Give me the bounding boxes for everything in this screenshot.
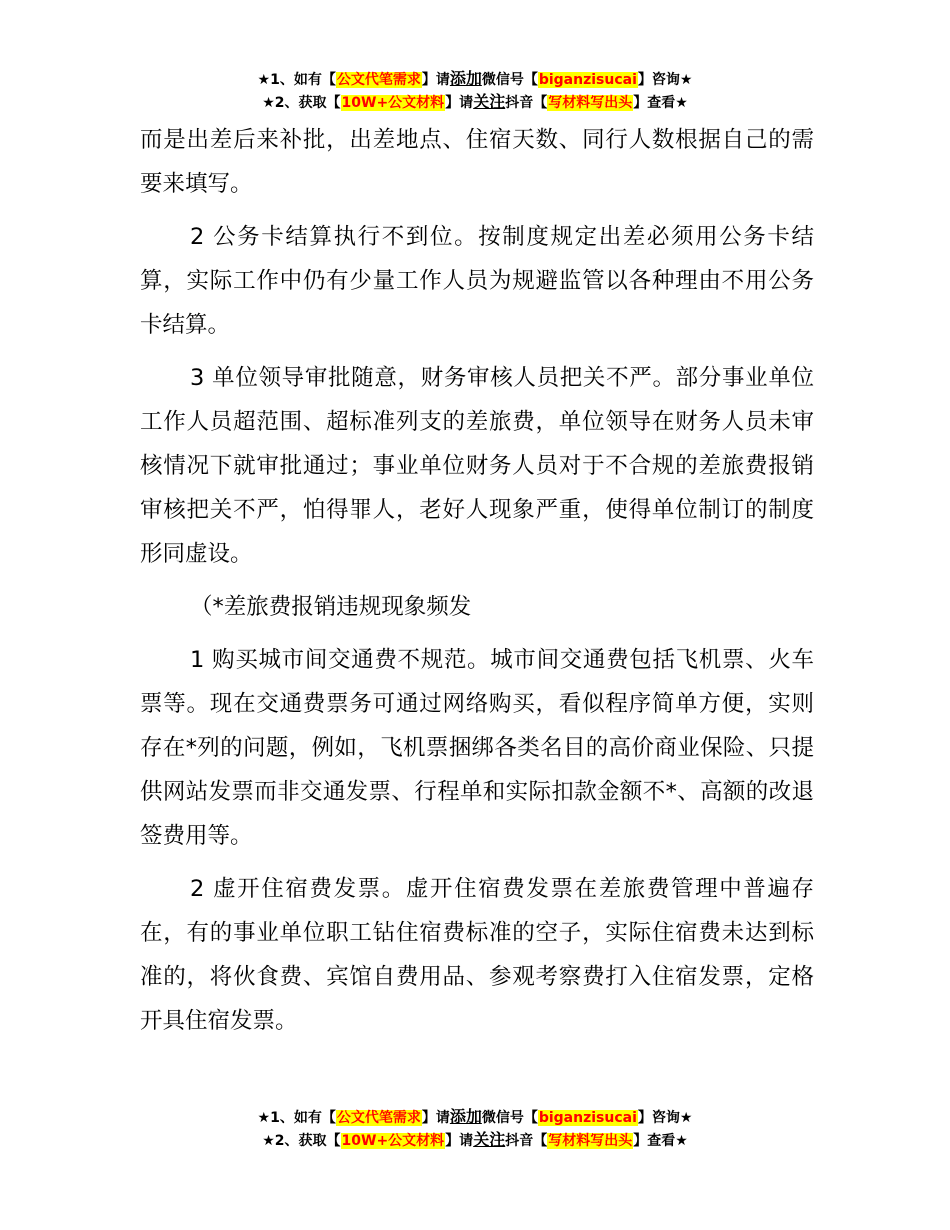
header-banner — [0, 68, 950, 114]
paragraph: 而是出差后来补批，出差地点、住宿天数、同行人数根据自己的需要来填写。 — [140, 127, 814, 197]
underlined-text: 关注 — [473, 92, 506, 111]
highlight-douyin-account: 写材料写出头 — [548, 1133, 633, 1149]
paragraph: 1 购买城市间交通费不规范。城市间交通费包括飞机票、火车票等。现在交通费票务可通过网络购买，看似程序简单方便，实则存在*列的问题，例如，飞机票捆绑各类名目的高价商业保险、只提供网站发票而非交通发票、行程单和实际扣款金额不*、高额的改退签费用等。 — [140, 647, 814, 849]
highlight-materials: 10W+公文材料 — [341, 95, 445, 111]
highlight-service: 公文代笔需求 — [336, 1110, 421, 1126]
banner-text: 微信号【 — [481, 72, 538, 88]
banner-text: 】咨询★ — [637, 72, 693, 88]
banner-text: 】请 — [421, 72, 450, 88]
banner-line-1 — [0, 1106, 950, 1129]
highlight-wechat-id: biganzisucai — [538, 1110, 637, 1126]
highlight-douyin-account: 写材料写出头 — [548, 95, 633, 111]
highlight-materials: 10W+公文材料 — [341, 1133, 445, 1149]
banner-text: 】查看★ — [633, 95, 688, 111]
paragraph: 3 单位领导审批随意，财务审核人员把关不严。部分事业单位工作人员超范围、超标准列支的差旅费，单位领导在财务人员未审核情况下就审批通过；事业单位财务人员对于不合规的差旅费报销审核把关不严，怕得罪人，老好人现象严重，使得单位制订的制度形同虚设。 — [140, 365, 814, 567]
banner-text: 】请 — [445, 95, 474, 111]
footer-banner — [0, 1106, 950, 1152]
banner-text: 抖音【 — [505, 1133, 548, 1149]
highlight-service: 公文代笔需求 — [336, 72, 421, 88]
highlight-wechat-id: biganzisucai — [538, 72, 637, 88]
banner-text: ★1、如有【 — [257, 72, 336, 88]
underlined-text: 关注 — [473, 1130, 506, 1149]
banner-line-2 — [0, 1129, 950, 1152]
section-heading: （*差旅费报销违规现象频发 — [190, 594, 472, 620]
banner-text: 】请 — [421, 1110, 450, 1126]
banner-text: 抖音【 — [505, 95, 548, 111]
banner-text: ★1、如有【 — [257, 1110, 336, 1126]
banner-text: ★2、获取【 — [262, 95, 341, 111]
banner-line-1 — [0, 68, 950, 91]
banner-text: 】咨询★ — [637, 1110, 693, 1126]
underlined-text: 添加 — [449, 1107, 482, 1126]
banner-text: ★2、获取【 — [262, 1133, 341, 1149]
banner-text: 】请 — [445, 1133, 474, 1149]
banner-text: 】查看★ — [633, 1133, 688, 1149]
underlined-text: 添加 — [449, 69, 482, 88]
document-body — [140, 118, 814, 1052]
paragraph: 2 公务卡结算执行不到位。按制度规定出差必须用公务卡结算，实际工作中仍有少量工作人员为规避监管以各种理由不用公务卡结算。 — [140, 224, 814, 338]
banner-line-2 — [0, 91, 950, 114]
paragraph: 2 虚开住宿费发票。虚开住宿费发票在差旅费管理中普遍存在，有的事业单位职工钻住宿费标准的空子，实际住宿费未达到标准的，将伙食费、宾馆自费用品、参观考察费打入住宿发票，定格开具住宿发票。 — [140, 876, 814, 1034]
banner-text: 微信号【 — [481, 1110, 538, 1126]
